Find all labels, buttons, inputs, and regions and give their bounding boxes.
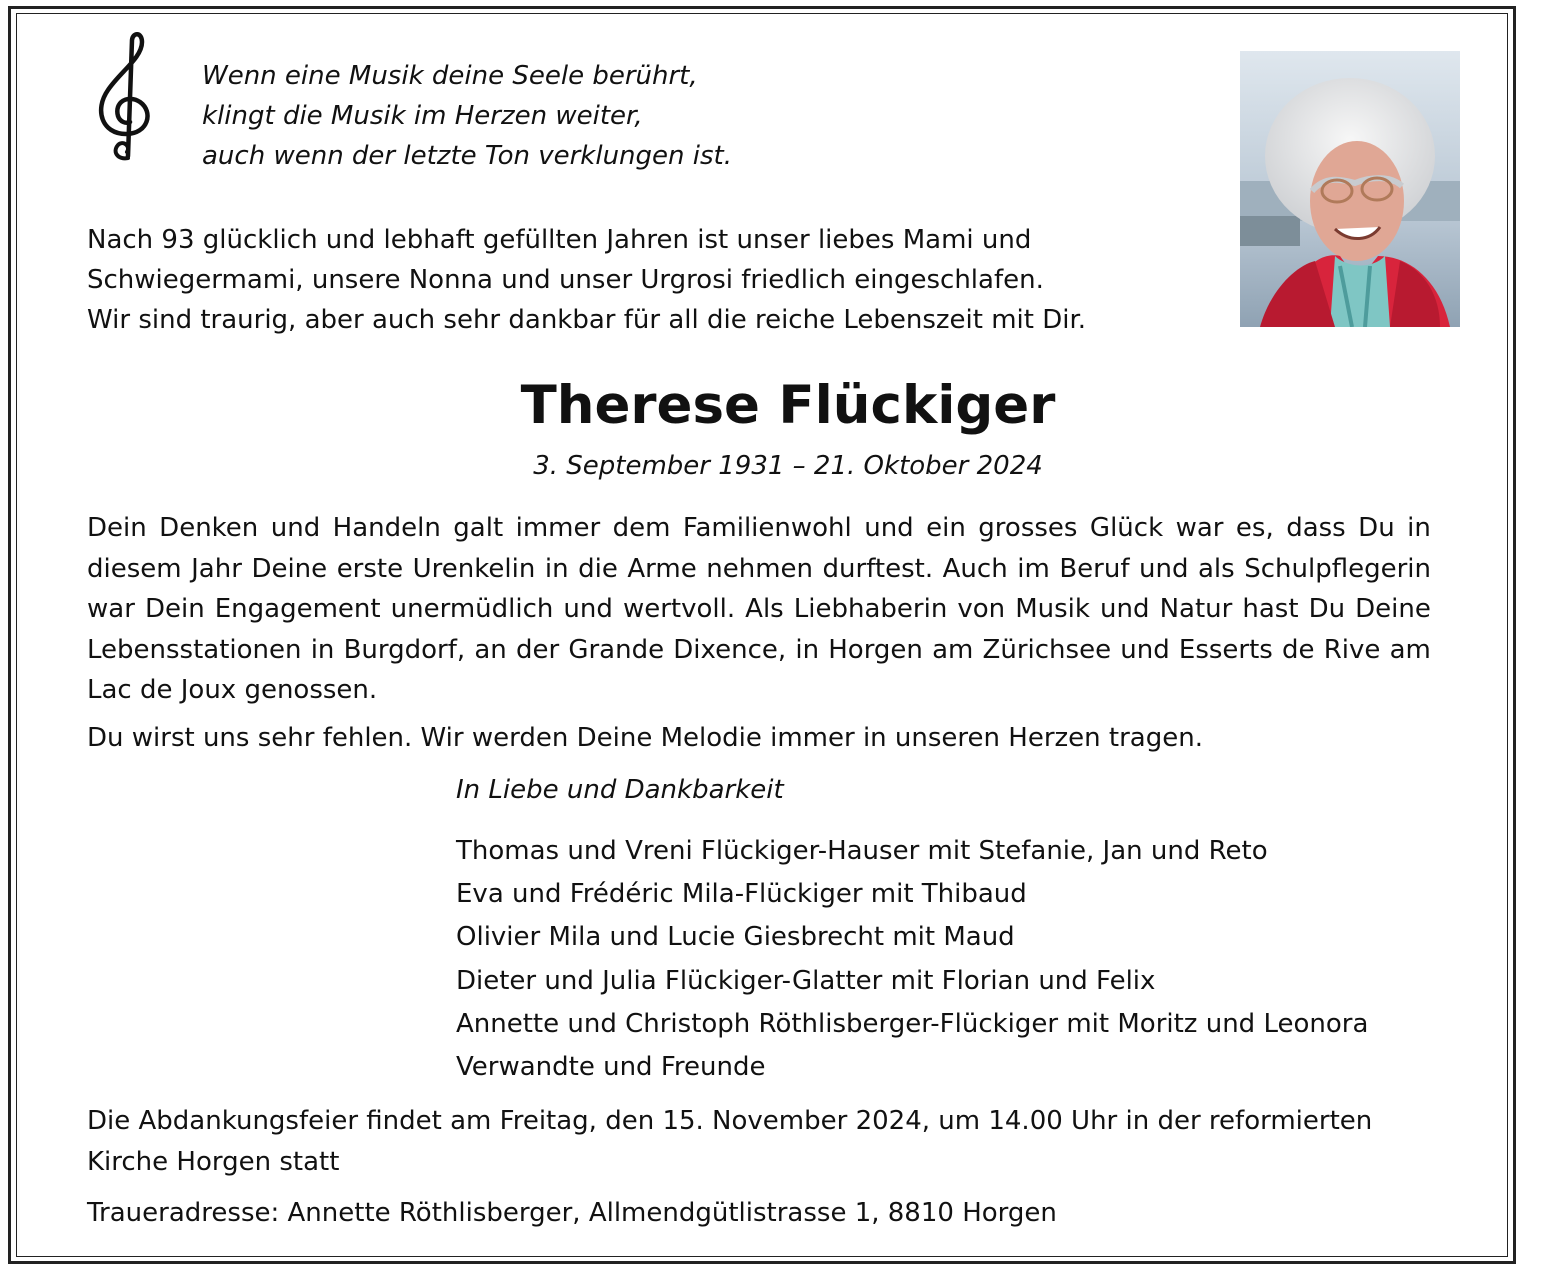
intro-line: Wir sind traurig, aber auch sehr dankbar für all die reiche Lebenszeit mit Dir. (87, 305, 1087, 335)
word: Schulpflegerin (1244, 553, 1431, 584)
word: Beruf (1059, 553, 1130, 584)
word: im (1017, 553, 1050, 584)
word: wertvoll. (622, 594, 736, 624)
bio-line (87, 630, 1431, 671)
word: am (932, 634, 974, 665)
word: und (270, 513, 321, 543)
bio-line: Lac de Joux genossen. (87, 675, 378, 705)
word: diesem (87, 553, 182, 584)
family-member: Eva und Frédéric Mila-Flückiger mit Thibaud (456, 879, 1027, 910)
word: grosses (978, 513, 1078, 543)
word: in (544, 553, 569, 584)
word: Grande (568, 634, 665, 665)
mourning-address: Traueradresse: Annette Röthlisberger, Allmendgütlistrasse 1, 8810 Horgen (87, 1198, 1057, 1228)
life-dates: 3. September 1931 – 21. Oktober 2024 (533, 451, 1043, 481)
deceased-name: Therese Flückiger (520, 375, 1056, 436)
word: dass (1286, 513, 1346, 543)
word: und (563, 594, 613, 624)
word: Engagement (214, 594, 381, 624)
word: von (957, 594, 1006, 624)
word: Lebensstationen (87, 634, 302, 665)
word: als (1198, 553, 1235, 584)
word: Rive (1323, 634, 1381, 665)
word: es, (1235, 513, 1274, 543)
farewell-text: Du wirst uns sehr fehlen. Wir werden Deine Melodie immer in unseren Herzen tragen. (87, 723, 1203, 753)
word: Glück (1089, 513, 1164, 543)
word: die (578, 553, 618, 584)
closing-phrase: In Liebe und Dankbarkeit (456, 775, 784, 805)
portrait-photo (1240, 51, 1460, 327)
bio-line (87, 589, 1431, 630)
word: Als (745, 594, 784, 624)
word: de (1282, 634, 1315, 665)
poem-line: Wenn eine Musik deine Seele berührt, (202, 61, 698, 91)
word: Familienwohl (682, 513, 852, 543)
word: in (1407, 513, 1431, 543)
service-info (87, 1101, 1372, 1182)
word: erste (336, 553, 404, 584)
biography (87, 508, 1431, 711)
word: Arme (627, 553, 697, 584)
word: Horgen (828, 634, 923, 665)
poem (202, 56, 732, 176)
word: Esserts (1178, 634, 1273, 665)
word: war (1175, 513, 1224, 543)
family-member: Olivier Mila und Lucie Giesbrecht mit Maud (456, 922, 1015, 953)
word: Liebhaberin (793, 594, 948, 624)
poem-line: auch wenn der letzte Ton verklungen ist. (202, 141, 733, 171)
word: und (1120, 634, 1170, 665)
poem-line: klingt die Musik im Herzen weiter, (202, 101, 643, 131)
word: und (1100, 594, 1150, 624)
word: immer (515, 513, 601, 543)
word: Burgdorf, (343, 634, 466, 665)
word: dem (612, 513, 671, 543)
word: hast (1242, 594, 1299, 624)
word: in (795, 634, 820, 665)
treble-clef-icon (92, 30, 162, 165)
word: am (1389, 634, 1431, 665)
intro-line: Nach 93 glücklich und lebhaft gefüllten Jahren ist unser liebes Mami und (87, 225, 1032, 255)
word: Auch (942, 553, 1008, 584)
word: durftest. (822, 553, 934, 584)
family-member: Thomas und Vreni Flückiger-Hauser mit Stefanie, Jan und Reto (456, 836, 1268, 866)
word: Du (1308, 594, 1346, 624)
word: galt (453, 513, 504, 543)
service-line: Kirche Horgen statt (87, 1146, 340, 1177)
word: Dixence, (673, 634, 787, 665)
word: Musik (1015, 594, 1090, 624)
word: Deine (1355, 594, 1431, 624)
word: Zürichsee (982, 634, 1112, 665)
word: Dein (144, 594, 205, 624)
word: Deine (251, 553, 328, 584)
word: Dein (87, 513, 147, 543)
word: ein (926, 513, 966, 543)
word: unermüdlich (390, 594, 554, 624)
family-member: Annette und Christoph Röthlisberger-Flückiger mit Moritz und Leonora (456, 1008, 1369, 1039)
word: nehmen (706, 553, 813, 584)
word: Jahr (191, 553, 242, 584)
family-list (456, 830, 1368, 1089)
family-member: Verwandte und Freunde (456, 1051, 766, 1082)
word: in (310, 634, 335, 665)
word: Natur (1159, 594, 1233, 624)
bio-line (87, 508, 1431, 549)
word: Denken (159, 513, 259, 543)
word: der (515, 634, 560, 665)
intro-text (87, 220, 1086, 340)
word: an (474, 634, 507, 665)
service-line: Die Abdankungsfeier findet am Freitag, den 15. November 2024, um 14.00 Uhr in der reformierten (87, 1106, 1373, 1136)
word: Handeln (332, 513, 441, 543)
bio-line (87, 549, 1431, 590)
word: war (87, 594, 135, 624)
word: Urenkelin (412, 553, 536, 584)
word: und (864, 513, 914, 543)
intro-line: Schwiegermami, unsere Nonna und unser Urgrosi friedlich eingeschlafen. (87, 265, 1044, 295)
word: Du (1358, 513, 1395, 543)
word: und (1139, 553, 1189, 584)
family-member: Dieter und Julia Flückiger-Glatter mit Florian und Felix (456, 965, 1156, 996)
